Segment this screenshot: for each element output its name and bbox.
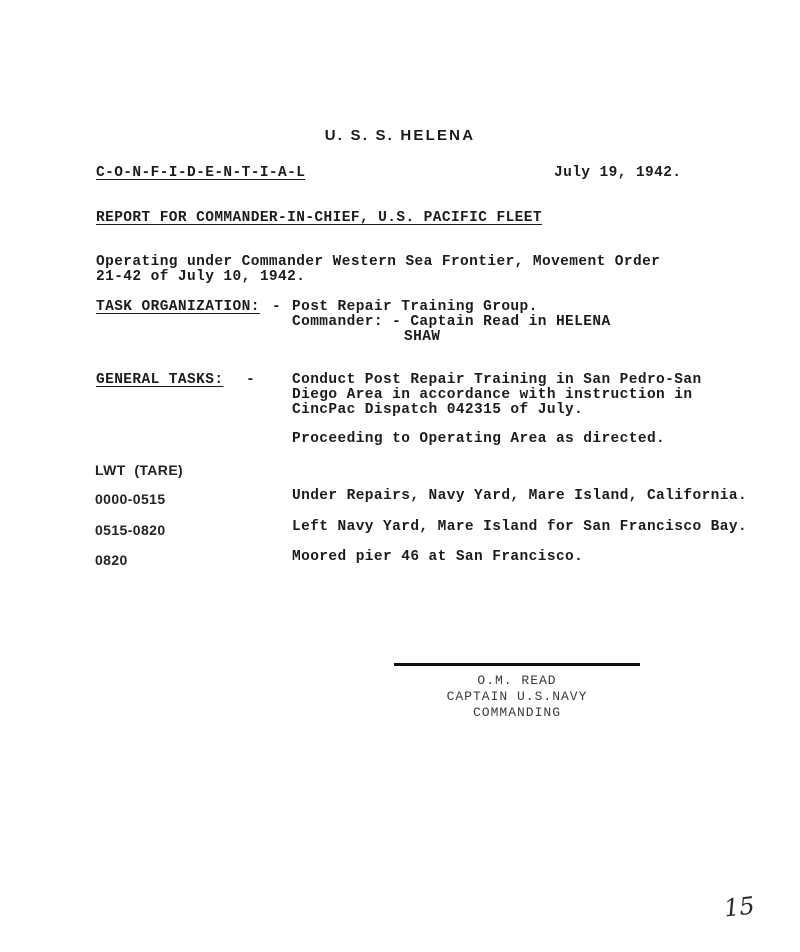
general-tasks-dash: - [246,372,256,388]
signature-rank: CAPTAIN U.S.NAVY [446,689,588,704]
general-tasks-line-1: Conduct Post Repair Training in San Pedro-San [292,372,702,388]
general-tasks-label: GENERAL TASKS: [96,372,224,388]
log-time-2: 0515-0820 [95,522,166,538]
report-title: REPORT FOR COMMANDER-IN-CHIEF, U.S. PACIFIC FLEET [96,210,542,226]
page-number: 15 [722,891,756,923]
ship-title: U. S. S. HELENA [324,127,476,144]
task-organization-line-2: Commander: - Captain Read in HELENA [292,314,611,330]
log-time-1: 0000-0515 [95,491,166,507]
log-heading: LWT (TARE) [95,462,184,478]
task-organization-line-3: SHAW [404,329,441,345]
log-entry-3: Moored pier 46 at San Francisco. [292,549,584,565]
classification-marking: C-O-N-F-I-D-E-N-T-I-A-L [96,165,306,181]
signature-name: O.M. READ [477,673,557,688]
log-entry-2: Left Navy Yard, Mare Island for San Francisco Bay. [292,519,748,535]
task-organization-label: TASK ORGANIZATION: [96,299,260,315]
log-time-3: 0820 [95,552,128,568]
operating-line-2: 21-42 of July 10, 1942. [96,269,306,285]
general-tasks-line-3: CincPac Dispatch 042315 of July. [292,402,584,418]
general-tasks-line-4: Proceeding to Operating Area as directed. [292,431,666,447]
task-organization-dash: - [272,299,282,315]
signature-line [394,663,640,666]
log-entry-1: Under Repairs, Navy Yard, Mare Island, California. [292,488,748,504]
general-tasks-line-2: Diego Area in accordance with instruction in [292,387,693,403]
report-date: July 19, 1942. [554,165,682,181]
operating-line-1: Operating under Commander Western Sea Frontier, Movement Order [96,254,661,270]
task-organization-line-1: Post Repair Training Group. [292,299,538,315]
signature-role: COMMANDING [472,705,561,720]
